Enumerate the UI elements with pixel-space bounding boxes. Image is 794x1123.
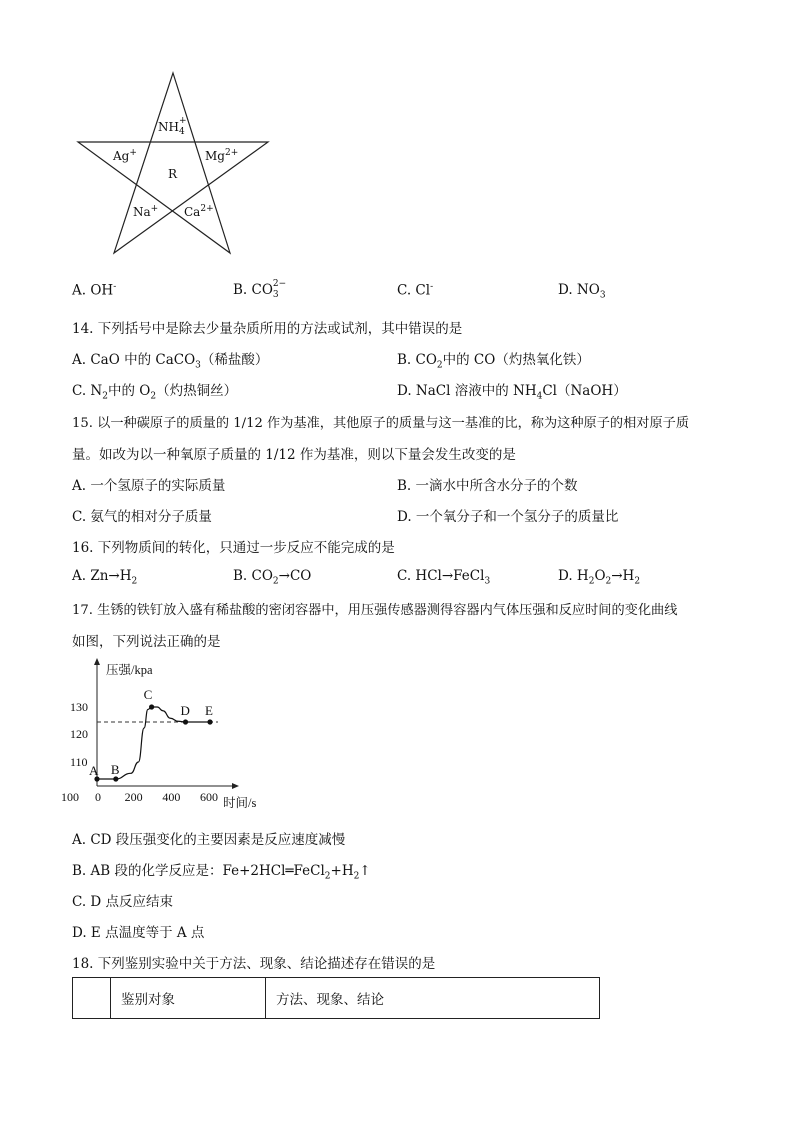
q13-option-d: D. $NO_3$: [558, 282, 606, 301]
table-header-index: [73, 978, 111, 1019]
point-label-d: D: [180, 703, 190, 718]
q16-stem: 16. 下列物质间的转化，只通过一步反应不能完成的是: [72, 540, 395, 556]
q16-option-d: D. $H_2O_2\to H_2$: [558, 568, 641, 587]
q17-option-d: D. E 点温度等于 A 点: [72, 925, 205, 941]
y-tick-label: 120: [70, 727, 88, 741]
point-label-a: A: [89, 763, 99, 778]
q17-option-c: C. D 点反应结束: [72, 894, 174, 910]
q16-option-b: B. $CO_2\to CO$: [233, 568, 312, 587]
table-header-method: 方法、现象、结论: [266, 978, 600, 1019]
q16-option-a: A. $Zn\to H_2$: [72, 568, 138, 587]
q17-option-b: B. AB 段的化学反应是：$Fe+2HCl═FeCl_2+H_2↑$: [72, 863, 371, 882]
q14-option-d: D. NaCl 溶液中的 $NH_4Cl(NaOH)$: [397, 383, 627, 402]
x-tick-label: 400: [162, 790, 181, 804]
x-tick-label: 600: [200, 790, 218, 804]
q15-stem-line1: 15. 以一种碳原子的质量的 1/12 作为基准，其他原子的质量与这一基准的比，称为这种原子的相对原子质: [72, 416, 690, 431]
q16-option-c: C. HCl→FeCl$_3$: [397, 568, 491, 587]
data-point-b: [113, 776, 118, 781]
q13-option-b: B. CO 2− 3: [233, 279, 287, 300]
q14-option-c: C. $N_2$中的 $O_2$（灼热铜丝）: [72, 383, 238, 402]
data-point-d: [183, 719, 188, 724]
data-point-c: [149, 704, 154, 709]
y-tick-label: 110: [70, 755, 88, 769]
y-tick-label: 100: [61, 790, 79, 804]
star-ion-top: NH + 4: [158, 116, 187, 137]
y-axis-arrow: [94, 658, 100, 665]
q13-option-c: C. Cl-: [397, 282, 434, 299]
q18-table: [72, 977, 600, 1019]
x-tick-label: 200: [124, 790, 143, 804]
table-header-object: 鉴别对象: [111, 978, 266, 1019]
q15-stem-line2: 量。如改为以一种氧原子质量的 1/12 作为基准，则以下量会发生改变的是: [72, 447, 516, 463]
q15-option-b: B. 一滴水中所含水分子的个数: [397, 478, 578, 494]
x-tick-label: 0: [95, 790, 101, 804]
star-ion-left: Ag+: [113, 148, 137, 163]
q15-option-a: A. 一个氢原子的实际质量: [72, 478, 226, 494]
q14-option-b: B. $CO_2$中的 CO（灼热氧化铁）: [397, 352, 590, 371]
star-ion-right: $Mg^{2+}$: [205, 148, 239, 163]
y-tick-label: 130: [70, 700, 88, 714]
q14-option-a: A. CaO 中的 CaCO$_3$（稀盐酸）: [72, 352, 269, 371]
point-label-c: C: [143, 687, 153, 702]
table-row: [73, 978, 600, 1019]
x-axis-label: 时间/s: [223, 796, 257, 810]
q17-stem-line2: 如图，下列说法正确的是: [72, 634, 221, 650]
q18-stem: 18. 下列鉴别实验中关于方法、现象、结论描述存在错误的是: [72, 956, 436, 972]
q17-stem-line1: 17. 生锈的铁钉放入盛有稀盐酸的密闭容器中，用压强传感器测得容器内气体压强和反应时间的变化曲线: [72, 603, 678, 618]
star-ion-bottom-right: $Ca^{2+}$: [184, 204, 214, 219]
pressure-time-chart: [60, 655, 275, 815]
q15-option-d: D. 一个氧分子和一个氢分子的质量比: [397, 509, 619, 525]
point-label-b: B: [110, 762, 120, 777]
x-axis-arrow: [232, 783, 239, 789]
y-axis-label: 压强/kpa: [106, 663, 153, 677]
q13-option-a: A. OH-: [72, 282, 117, 299]
pentagram-outline: [78, 73, 268, 253]
data-point-e: [207, 719, 212, 724]
q15-option-c: C. 氨气的相对分子质量: [72, 509, 212, 525]
point-label-e: E: [205, 703, 213, 718]
pentagram-figure: [72, 70, 272, 260]
star-center-label: R: [168, 167, 178, 181]
q14-stem: 14. 下列括号中是除去少量杂质所用的方法或试剂，其中错误的是: [72, 321, 463, 337]
star-ion-bottom-left: Na+: [133, 204, 159, 219]
q17-option-a: A. CD 段压强变化的主要因素是反应速度减慢: [72, 832, 346, 848]
